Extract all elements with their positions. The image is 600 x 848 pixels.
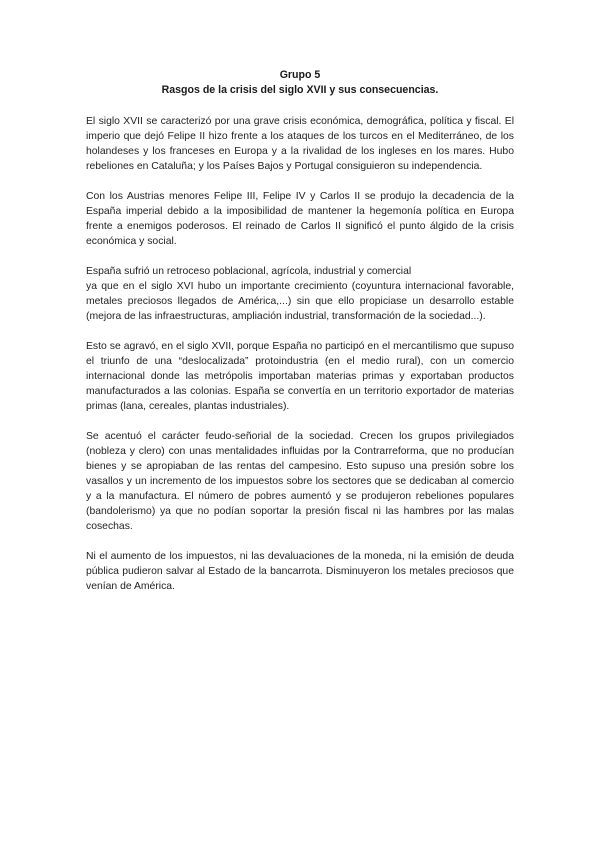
paragraph-5: Se acentuó el carácter feudo-señorial de la sociedad. Crecen los grupos privilegiados (nobleza y clero) con unas mentalidades influidas por la Contrarreforma, que no producían bienes y se apropiaban de las rentas del campesino. Esto supuso una presión sobre los vasallos y un incremento de los impuestos sobre los sectores que se dedicaban al comercio y a la manufactura. El número de pobres aumentó y se produjeron rebeliones populares (bandolerismo) ya que no podían soportar la presión fiscal ni las hambres por las malas cosechas. xyxy=(86,431,514,532)
paragraph-2: Con los Austrias menores Felipe III, Felipe IV y Carlos II se produjo la decadencia de la España imperial debido a la imposibilidad de mantener la hegemonía política en Europa frente a enemigos poderosos. El reinado de Carlos II significó el punto álgido de la crisis económica y social. xyxy=(86,191,514,247)
paragraph-3-lead: España sufrió un retroceso poblacional, agrícola, industrial y comercial xyxy=(86,266,412,277)
document-page xyxy=(86,68,514,609)
paragraph-3 xyxy=(86,264,514,324)
paragraph-1: El siglo XVII se caracterizó por una grave crisis económica, demográfica, política y fiscal. El imperio que dejó Felipe II hizo frente a los ataques de los turcos en el Mediterráneo, de los holandeses y los franceses en Europa y a la rivalidad de los ingleses en los mares. Hubo rebeliones en Cataluña; y los Países Bajos y Portugal consiguieron su independencia. xyxy=(86,116,514,172)
document-title: Rasgos de la crisis del siglo XVII y sus consecuencias. xyxy=(161,84,439,96)
paragraph-4: Esto se agravó, en el siglo XVII, porque España no participó en el mercantilismo que supuso el triunfo de una “deslocalizada” protoindustria (en el medio rural), con un comercio internacional donde las metrópolis importaban materias primas y exportaban productos manufacturados a las colonias. España se convertía en un territorio exportador de materias primas (lana, cereales, plantas industriales). xyxy=(86,341,514,412)
paragraph-3-body: ya que en el siglo XVI hubo un importante crecimiento (coyuntura internacional favorable, metales preciosos llegados de América,...) sin que ello propiciase un desarrollo estable (mejora de las infraestructuras, ampliación industrial, transformación de la sociedad...). xyxy=(86,281,514,322)
document-header xyxy=(86,68,514,98)
group-label: Grupo 5 xyxy=(279,69,321,81)
paragraph-6: Ni el aumento de los impuestos, ni las devaluaciones de la moneda, ni la emisión de deuda pública pudieron salvar al Estado de la bancarrota. Disminuyeron los metales preciosos que venían de América. xyxy=(86,551,514,592)
